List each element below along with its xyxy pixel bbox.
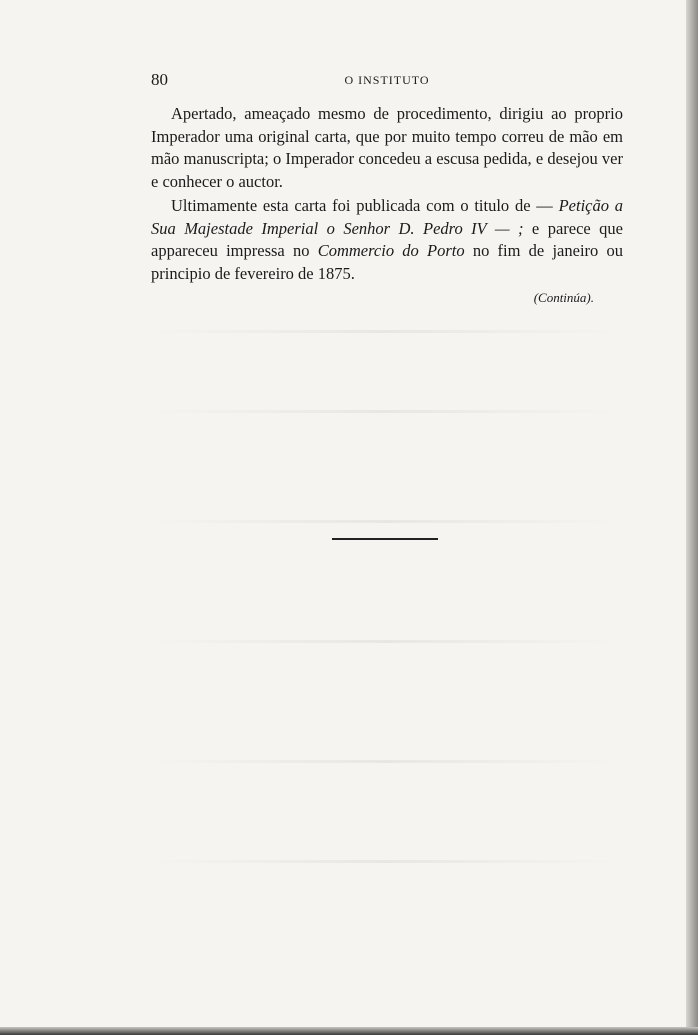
bleed-through-line	[150, 330, 620, 333]
body-text	[151, 103, 623, 287]
paragraph-1: Apertado, ameaçado mesmo de procedimento, dirigiu ao proprio Imperador uma original carta, que por muito tempo correu de mão em mão manuscripta; o Imperador concedeu a escusa pedida, e desejou ver e conhecer o auctor.	[151, 104, 623, 191]
bleed-through-line	[150, 520, 620, 523]
paragraph-2-italic-newspaper: Commercio do Porto	[317, 241, 465, 260]
continua-note: (Continúa).	[533, 290, 594, 305]
bleed-through-line	[150, 640, 620, 643]
page-header	[151, 70, 623, 92]
bleed-through-line	[150, 410, 620, 413]
section-divider	[332, 538, 438, 540]
bleed-through-line	[150, 760, 620, 763]
paragraph-2-part-3: no fim de janeiro ou principio de fevereiro de 1875.	[151, 241, 623, 283]
paragraph-2-part-2: e parece que appareceu impressa no	[151, 218, 623, 260]
running-title: O INSTITUTO	[344, 73, 430, 87]
paragraph-2	[151, 195, 623, 285]
paragraph-2-italic-title: Petição a Sua Majestade Imperial o Senhor D. Pedro IV — ;	[151, 196, 623, 238]
page-edge-right	[686, 0, 698, 1035]
page-number: 80	[151, 70, 168, 89]
page-edge-bottom	[0, 1027, 698, 1035]
paragraph-2-part-1: Ultimamente esta carta foi publicada com o titulo de —	[171, 196, 559, 215]
bleed-through-line	[150, 860, 620, 863]
